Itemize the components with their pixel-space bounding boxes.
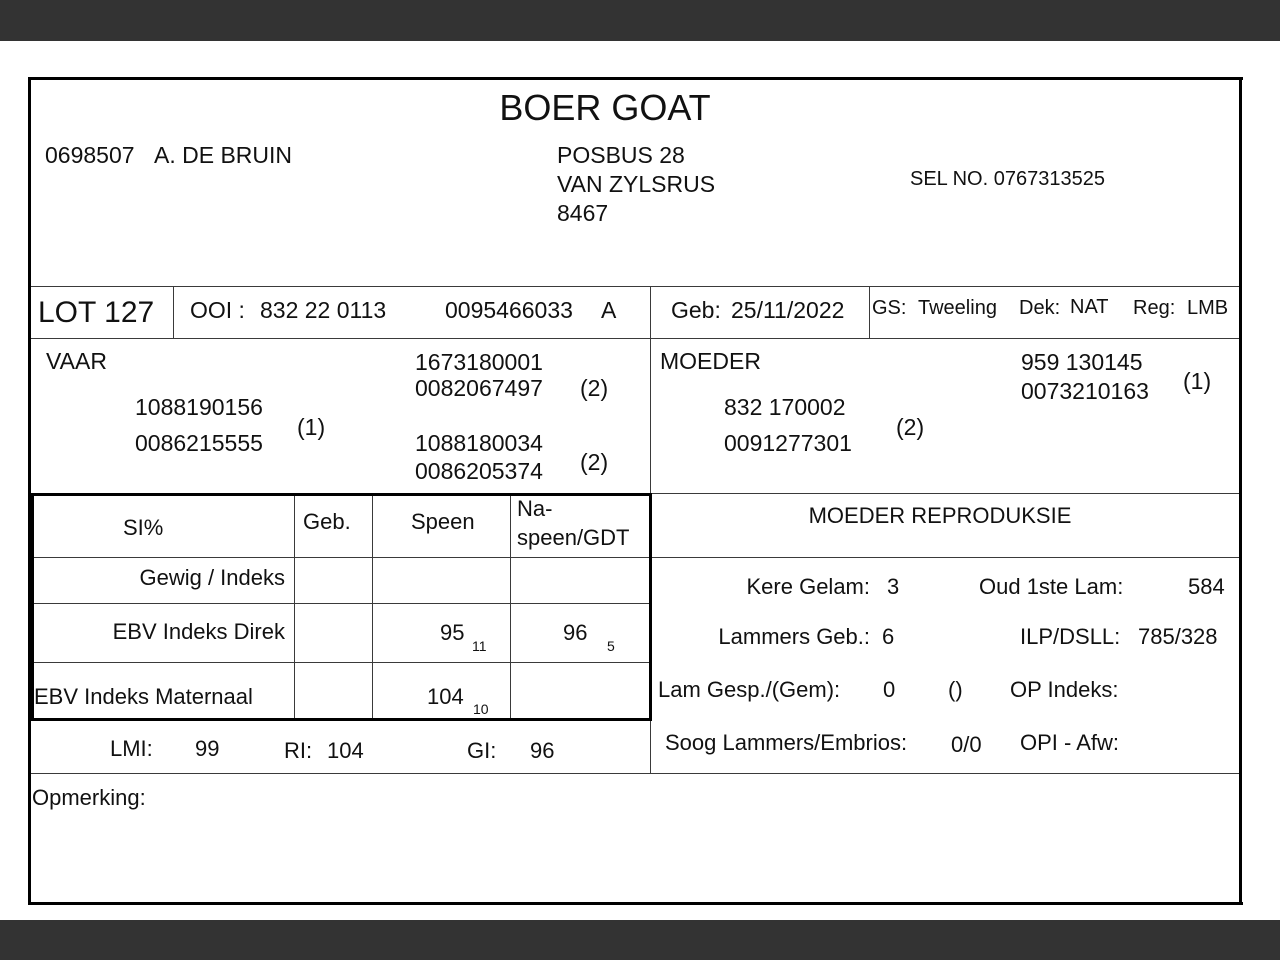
ri-label: RI: (284, 738, 313, 763)
kere-gelam-label: Kere Gelam: (746, 574, 870, 599)
gi-value: 96 (530, 738, 555, 763)
gs-divider (869, 286, 870, 338)
birth-date: 25/11/2022 (731, 297, 845, 323)
lot-row-divider (31, 338, 1239, 339)
gi-label: GI: (467, 738, 497, 763)
address-line-1: POSBUS 28 (557, 142, 685, 168)
lam-gesp-value: 0 (883, 677, 896, 702)
perf-row-line-3 (34, 662, 649, 663)
ewe-grade: A (601, 297, 617, 323)
ilp-value: 785/328 (1138, 624, 1218, 649)
lmi-label: LMI: (110, 736, 153, 761)
repro-title: MOEDER REPRODUKSIE (808, 503, 1072, 528)
ewe-reg: 0095466033 (445, 297, 573, 323)
dam-label: MOEDER (660, 348, 761, 374)
card-title: BOER GOAT (499, 87, 711, 128)
reg-value: LMB (1187, 297, 1229, 319)
phone-number: SEL NO. 0767313525 (910, 168, 1105, 190)
remarks-divider (31, 773, 1239, 774)
speen-subscript: 10 (473, 701, 489, 717)
sire-sire-tag: (2) (580, 375, 609, 401)
perf-header-si: SI% (123, 515, 164, 540)
perf-border-bottom (31, 718, 652, 721)
sire-tag: (1) (297, 414, 326, 440)
op-label: OP Indeks: (1010, 677, 1119, 702)
header-divider (31, 286, 1239, 287)
naspeen-subscript: 5 (607, 638, 615, 654)
naspeen-value: 96 (563, 620, 588, 645)
speen-subscript: 11 (472, 638, 487, 654)
dam-number: 832 170002 (724, 394, 846, 420)
repro-title-bottom (651, 557, 1239, 558)
row-label: Gewig / Indeks (139, 565, 285, 590)
remarks-label: Opmerking: (32, 785, 146, 810)
dek-label: Dek: (1019, 297, 1061, 319)
breeder-id: 0698507 (45, 142, 135, 168)
card-border-right (1239, 77, 1242, 905)
sire-label: VAAR (46, 348, 107, 374)
card-border-bottom (28, 902, 1243, 905)
repro-title-top (651, 493, 1239, 494)
lot-divider (173, 286, 174, 338)
sire-dam-reg: 0086205374 (415, 458, 543, 484)
sire-dam-number: 1088180034 (415, 430, 543, 456)
sire-reg: 0086215555 (135, 430, 263, 456)
lmi-value: 99 (195, 736, 220, 761)
dam-sire-number: 959 130145 (1021, 349, 1143, 375)
ri-value: 104 (327, 738, 364, 763)
address-line-2: VAN ZYLSRUS (557, 171, 716, 197)
lam-gesp-gem: () (948, 677, 963, 702)
gs-label: GS: (872, 297, 907, 319)
perf-header-geb: Geb. (303, 509, 351, 534)
lam-gesp-label: Lam Gesp./(Gem): (658, 677, 841, 702)
sire-dam-tag: (2) (580, 449, 609, 475)
ewe-label: OOI : (190, 297, 245, 323)
speen-value: 104 (427, 684, 464, 709)
perf-header-naspeen-2: speen/GDT (517, 525, 630, 550)
dam-sire-reg: 0073210163 (1021, 378, 1149, 404)
perf-header-naspeen-1: Na- (517, 496, 553, 521)
row-label: EBV Indeks Maternaal (34, 684, 253, 709)
bottom-bar (0, 920, 1280, 960)
oud-value: 584 (1188, 574, 1225, 599)
lammers-geb-value: 6 (882, 624, 895, 649)
reg-label: Reg: (1133, 297, 1176, 319)
sire-number: 1088190156 (135, 394, 263, 420)
card-border-top (28, 77, 1243, 80)
dam-sire-tag: (1) (1183, 368, 1212, 394)
speen-value: 95 (440, 620, 465, 645)
perf-border-right (649, 493, 652, 721)
lammers-geb-label: Lammers Geb.: (718, 624, 870, 649)
gs-value: Tweeling (918, 297, 997, 319)
ewe-number: 832 22 0113 (260, 297, 387, 323)
perf-header-speen: Speen (411, 509, 475, 534)
perf-col-line-3 (510, 496, 511, 718)
perf-col-line-1 (294, 496, 295, 718)
perf-row-line-2 (34, 603, 649, 604)
dam-tag: (2) (896, 414, 925, 440)
address-line-3: 8467 (557, 200, 609, 226)
kere-gelam-value: 3 (887, 574, 900, 599)
dam-reg: 0091277301 (724, 430, 852, 456)
perf-row-line-1 (34, 557, 649, 558)
breeder-name: A. DE BRUIN (154, 142, 293, 168)
top-bar (0, 0, 1280, 41)
dek-value: NAT (1070, 296, 1109, 318)
sire-sire-reg: 0082067497 (415, 375, 543, 401)
oud-label: Oud 1ste Lam: (979, 574, 1124, 599)
lot-number: LOT 127 (38, 296, 155, 329)
perf-col-line-2 (372, 496, 373, 718)
ilp-label: ILP/DSLL: (1020, 624, 1121, 649)
soog-value: 0/0 (951, 732, 982, 757)
opi-label: OPI - Afw: (1020, 730, 1120, 755)
perf-border-top (31, 493, 652, 496)
birth-label: Geb: (671, 297, 721, 323)
soog-label: Soog Lammers/Embrios: (665, 730, 908, 755)
card-border-left (28, 77, 31, 905)
sire-sire-number: 1673180001 (415, 349, 543, 375)
row-label: EBV Indeks Direk (112, 619, 285, 644)
